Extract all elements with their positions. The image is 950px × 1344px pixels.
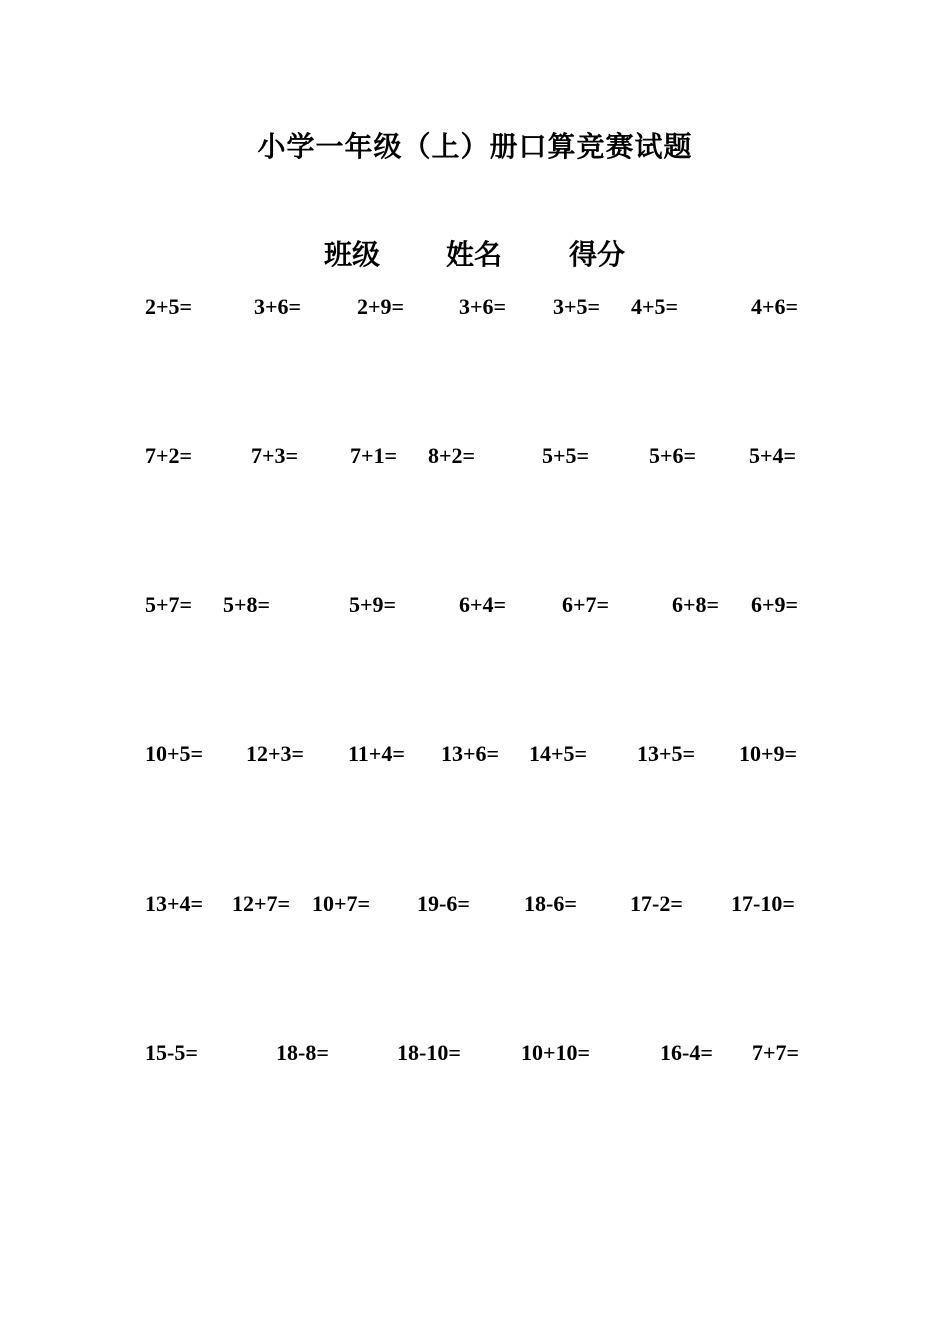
problem: 5+8= (223, 592, 271, 617)
problem: 2+5= (145, 294, 193, 319)
problem: 16-4= (660, 1040, 713, 1065)
problem: 12+7= (232, 891, 291, 916)
problem: 7+3= (251, 443, 299, 468)
problem: 2+9= (357, 294, 405, 319)
name-label: 姓名 (446, 240, 503, 271)
problem: 10+7= (312, 891, 371, 916)
problem: 6+9= (751, 592, 799, 617)
problem: 8+2= (428, 443, 476, 468)
problem: 17-10= (731, 891, 795, 916)
problem: 5+9= (349, 592, 397, 617)
problem: 10+10= (521, 1040, 591, 1065)
problem: 3+6= (254, 294, 302, 319)
problem: 6+4= (459, 592, 507, 617)
problem: 14+5= (529, 741, 588, 766)
problem: 3+5= (553, 294, 601, 319)
problem: 4+5= (631, 294, 679, 319)
problem: 4+6= (751, 294, 799, 319)
problem: 19-6= (417, 891, 470, 916)
problem: 10+9= (739, 741, 798, 766)
page-title: 小学一年级（上）册口算竞赛试题 (257, 132, 693, 163)
problem: 18-10= (397, 1040, 461, 1065)
problem: 13+5= (637, 741, 696, 766)
problem: 7+7= (752, 1040, 800, 1065)
problem: 5+4= (749, 443, 797, 468)
class-label: 班级 (324, 240, 381, 271)
problem: 18-6= (524, 891, 577, 916)
problem: 6+8= (672, 592, 720, 617)
problem: 13+6= (441, 741, 500, 766)
problem: 5+7= (145, 592, 193, 617)
problem: 5+5= (542, 443, 590, 468)
problem: 6+7= (562, 592, 610, 617)
problem: 5+6= (649, 443, 697, 468)
problem: 3+6= (459, 294, 507, 319)
problem: 11+4= (348, 741, 405, 766)
problem: 18-8= (276, 1040, 329, 1065)
problem: 7+1= (350, 443, 398, 468)
score-label: 得分 (569, 240, 626, 271)
problem: 10+5= (145, 741, 204, 766)
problem: 13+4= (145, 891, 204, 916)
problem: 15-5= (145, 1040, 198, 1065)
problem: 12+3= (246, 741, 305, 766)
problem: 17-2= (630, 891, 683, 916)
problem: 7+2= (145, 443, 193, 468)
